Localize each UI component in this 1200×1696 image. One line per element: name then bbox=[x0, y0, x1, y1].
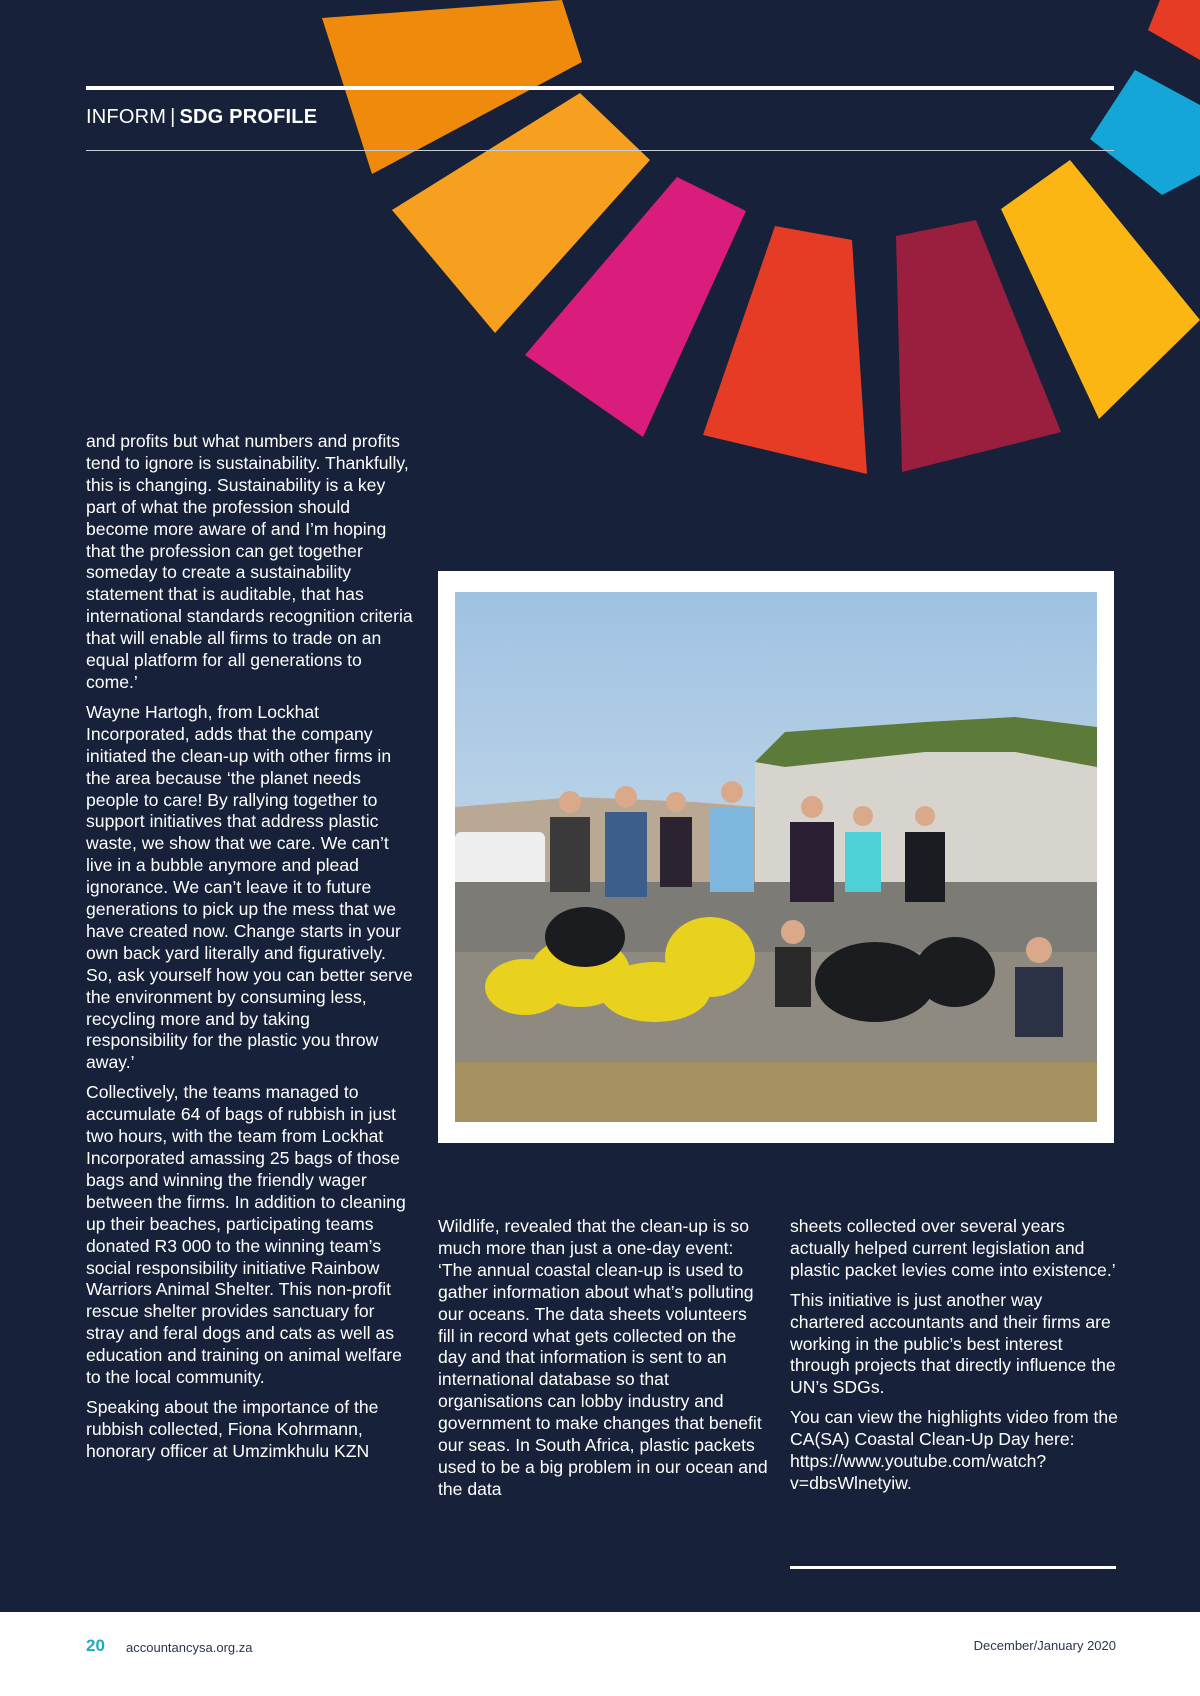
paragraph: sheets collected over several years actually helped current legislation and plastic packet levies come into existence.’ bbox=[790, 1216, 1116, 1280]
paragraph: You can view the highlights video from the CA(SA) Coastal Clean-Up Day here: https://www.youtube.com/watch?v=dbsWlnetyiw. bbox=[790, 1407, 1118, 1493]
issue-date: December/January 2020 bbox=[973, 1638, 1116, 1653]
sdg-segment-red-corner bbox=[1148, 0, 1200, 60]
paragraph: and profits but what numbers and profits tend to ignore is sustainability. Thankfully, this is changing. Sustainability is a key part of what the profession should become more aware of and I’m hoping that the profession can get together someday to create a sustainability statement that is auditable, that has international standards recognition criteria that will enable all firms to trade on an equal platform for all generations to come.’ bbox=[86, 431, 413, 692]
section-label: INFORM bbox=[86, 106, 167, 128]
text-column-2 bbox=[438, 1216, 768, 1509]
sdg-segment-red bbox=[703, 226, 867, 474]
sdg-wheel-graphic bbox=[0, 0, 1200, 500]
section-topic: SDG PROFILE bbox=[179, 106, 318, 128]
header-rule-top bbox=[86, 86, 1114, 90]
paragraph: This initiative is just another way chartered accountants and their firms are working in the public’s best interest through projects that directly influence the UN’s SDGs. bbox=[790, 1289, 1116, 1398]
text-column-3 bbox=[790, 1216, 1120, 1503]
header-rule-bottom bbox=[86, 150, 1114, 151]
article-end-rule bbox=[790, 1566, 1116, 1569]
section-separator: | bbox=[170, 106, 176, 128]
paragraph: Wayne Hartogh, from Lockhat Incorporated, adds that the company initiated the clean-up with other firms in the area because ‘the planet needs people to care! By rallying together to support initiatives that address plastic waste, we show that we care. We can’t live in a bubble anymore and plead ignorance. We can’t leave it to future generations to pick up the mess that we have created now. Change starts in your own back yard literally and figuratively. So, ask yourself how you can better serve the environment by consuming less, recycling more and by taking responsibility for the plastic you throw away.’ bbox=[86, 701, 413, 1073]
paragraph: Speaking about the importance of the rubbish collected, Fiona Kohrmann, honorary officer at Umzimkhulu KZN bbox=[86, 1396, 379, 1461]
cleanup-team-photo bbox=[455, 592, 1097, 1122]
text-column-1 bbox=[86, 431, 416, 1471]
photo-frame bbox=[438, 571, 1114, 1143]
page-footer bbox=[0, 1612, 1200, 1696]
paragraph: Wildlife, revealed that the clean-up is so much more than just a one-day event: ‘The annual coastal clean-up is used to gather information about what’s polluting our oceans. The data sheets volunteers fill in record what gets collected on the day and that information is sent to an international database so that organisations can lobby industry and government to make changes that benefit our seas. In South Africa, plastic packets used to be a big problem in our ocean and the data bbox=[438, 1216, 768, 1499]
page-number: 20 bbox=[86, 1636, 105, 1655]
section-header bbox=[86, 106, 317, 129]
photo-illustration bbox=[455, 592, 1097, 1122]
website-link[interactable]: accountancysa.org.za bbox=[126, 1640, 253, 1655]
paragraph: Collectively, the teams managed to accumulate 64 of bags of rubbish in just two hours, with the team from Lockhat Incorporated amassing 25 bags of those bags and winning the friendly wager between the firms. In addition to cleaning up their beaches, participating teams donated R3 000 to the winning team’s social responsibility initiative Rainbow Warriors Animal Shelter. This non-profit rescue shelter provides sanctuary for stray and feral dogs and cats as well as education and training on animal welfare to the local community. bbox=[86, 1082, 406, 1388]
